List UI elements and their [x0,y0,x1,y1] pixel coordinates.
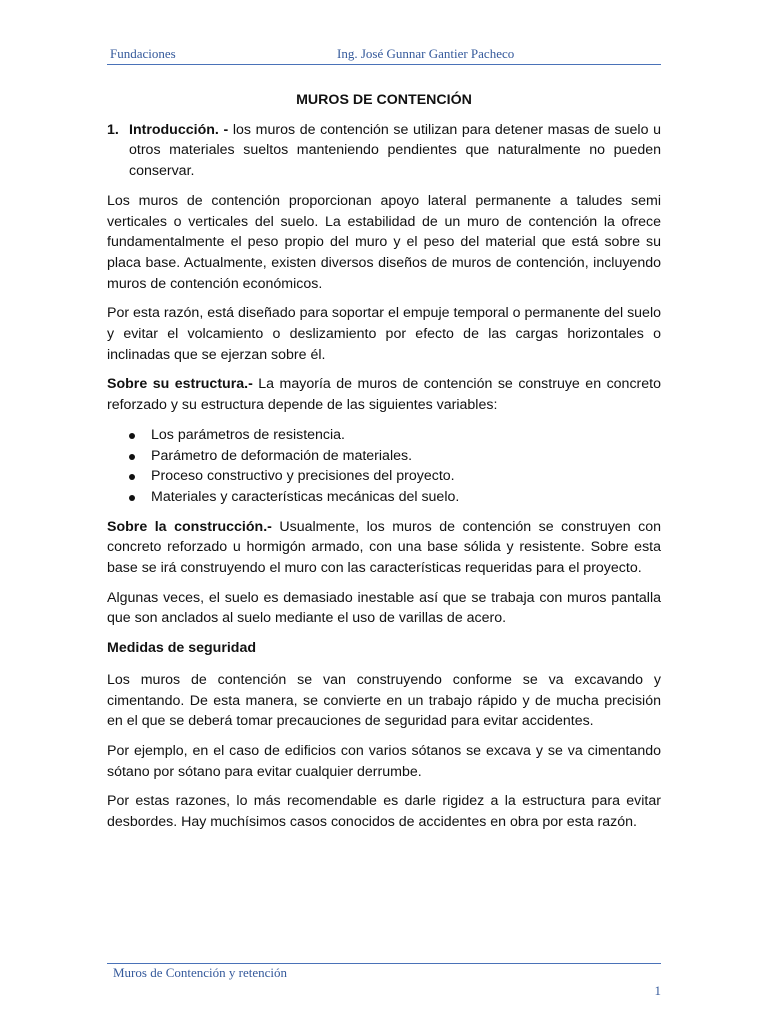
header-course: Fundaciones [110,46,176,61]
list-item [107,487,661,508]
paragraph-estructura [107,374,661,415]
page-footer [107,963,661,998]
paragraph-apoyo: Los muros de contención proporcionan apoyo lateral permanente a taludes semi verticales o verticales del suelo. La estabilidad de un muro de contención la ofrece fundamentalmente el peso propio del muro y el peso del material que está sobre su placa base. Actualmente, existen diversos diseños de muros de contención, incluyendo muros de contención económicos. [107,192,661,292]
list-item [107,446,661,467]
list-item-text: Los parámetros de resistencia. [151,426,345,443]
section-heading-seguridad: Medidas de seguridad [107,640,257,657]
paragraph-seguridad-2: Por ejemplo, en el caso de edificios con varios sótanos se excava y se va cimentando sótano por sótano para evitar cualquier derrumbe. [107,742,661,780]
intro-lead: Introducción. - [129,121,229,138]
list-item-text: Proceso constructivo y precisiones del proyecto. [151,468,455,485]
construccion-lead: Sobre la construcción.- [107,518,272,535]
variables-list [107,425,661,508]
list-item-text: Parámetro de deformación de materiales. [151,447,413,464]
intro-number: 1. [107,121,119,138]
bullet-icon [129,433,135,439]
intro-text [129,120,661,182]
paragraph-seguridad-3: Por estas razones, lo más recomendable es darle rigidez a la estructura para evitar desbordes. Hay muchísimos casos conocidos de accidentes en obra por esta razón. [107,793,661,831]
page-header [107,46,661,65]
list-item-text: Materiales y características mecánicas del suelo. [151,488,460,505]
paragraph-anclados: Algunas veces, el suelo es demasiado inestable así que se trabaja con muros pantalla que son anclados al suelo mediante el uso de varillas de acero. [107,589,661,627]
intro-item [107,120,661,182]
paragraph-razon: Por esta razón, está diseñado para soportar el empuje temporal o permanente del suelo y evitar el volcamiento o deslizamiento por efecto de las cargas horizontales o inclinadas que se ejerzan sobre él. [107,305,661,363]
bullet-icon [129,495,135,501]
estructura-body: La mayoría de muros de contención se construye en concreto reforzado y su estructura depende de las siguientes variables: [107,376,661,414]
estructura-lead: Sobre su estructura.- [107,376,253,393]
construccion-body: Usualmente, los muros de contención se construyen con concreto reforzado u hormigón armado, con una base sólida y resistente. Sobre esta base se irá construyendo el muro con las características requeridas para el proyecto. [107,518,661,577]
header-author: Ing. José Gunnar Gantier Pacheco [337,46,515,61]
page-title: MUROS DE CONTENCIÓN [296,92,472,108]
bullet-icon [129,454,135,460]
page-number: 1 [654,983,661,998]
list-item [107,425,661,446]
bullet-icon [129,474,135,480]
intro-body: los muros de contención se utilizan para detener masas de suelo u otros materiales sueltos manteniendo pendientes que naturalmente no pueden conservar. [129,121,661,180]
footer-title: Muros de Contención y retención [113,965,288,980]
document-body [107,90,661,842]
paragraph-construccion [107,517,661,579]
paragraph-seguridad-1: Los muros de contención se van construyendo conforme se va excavando y cimentando. De esta manera, se convierte en un trabajo rápido y de mucha precisión en el que se deberá tomar precauciones de seguridad para evitar accidentes. [107,671,661,730]
list-item [107,466,661,487]
